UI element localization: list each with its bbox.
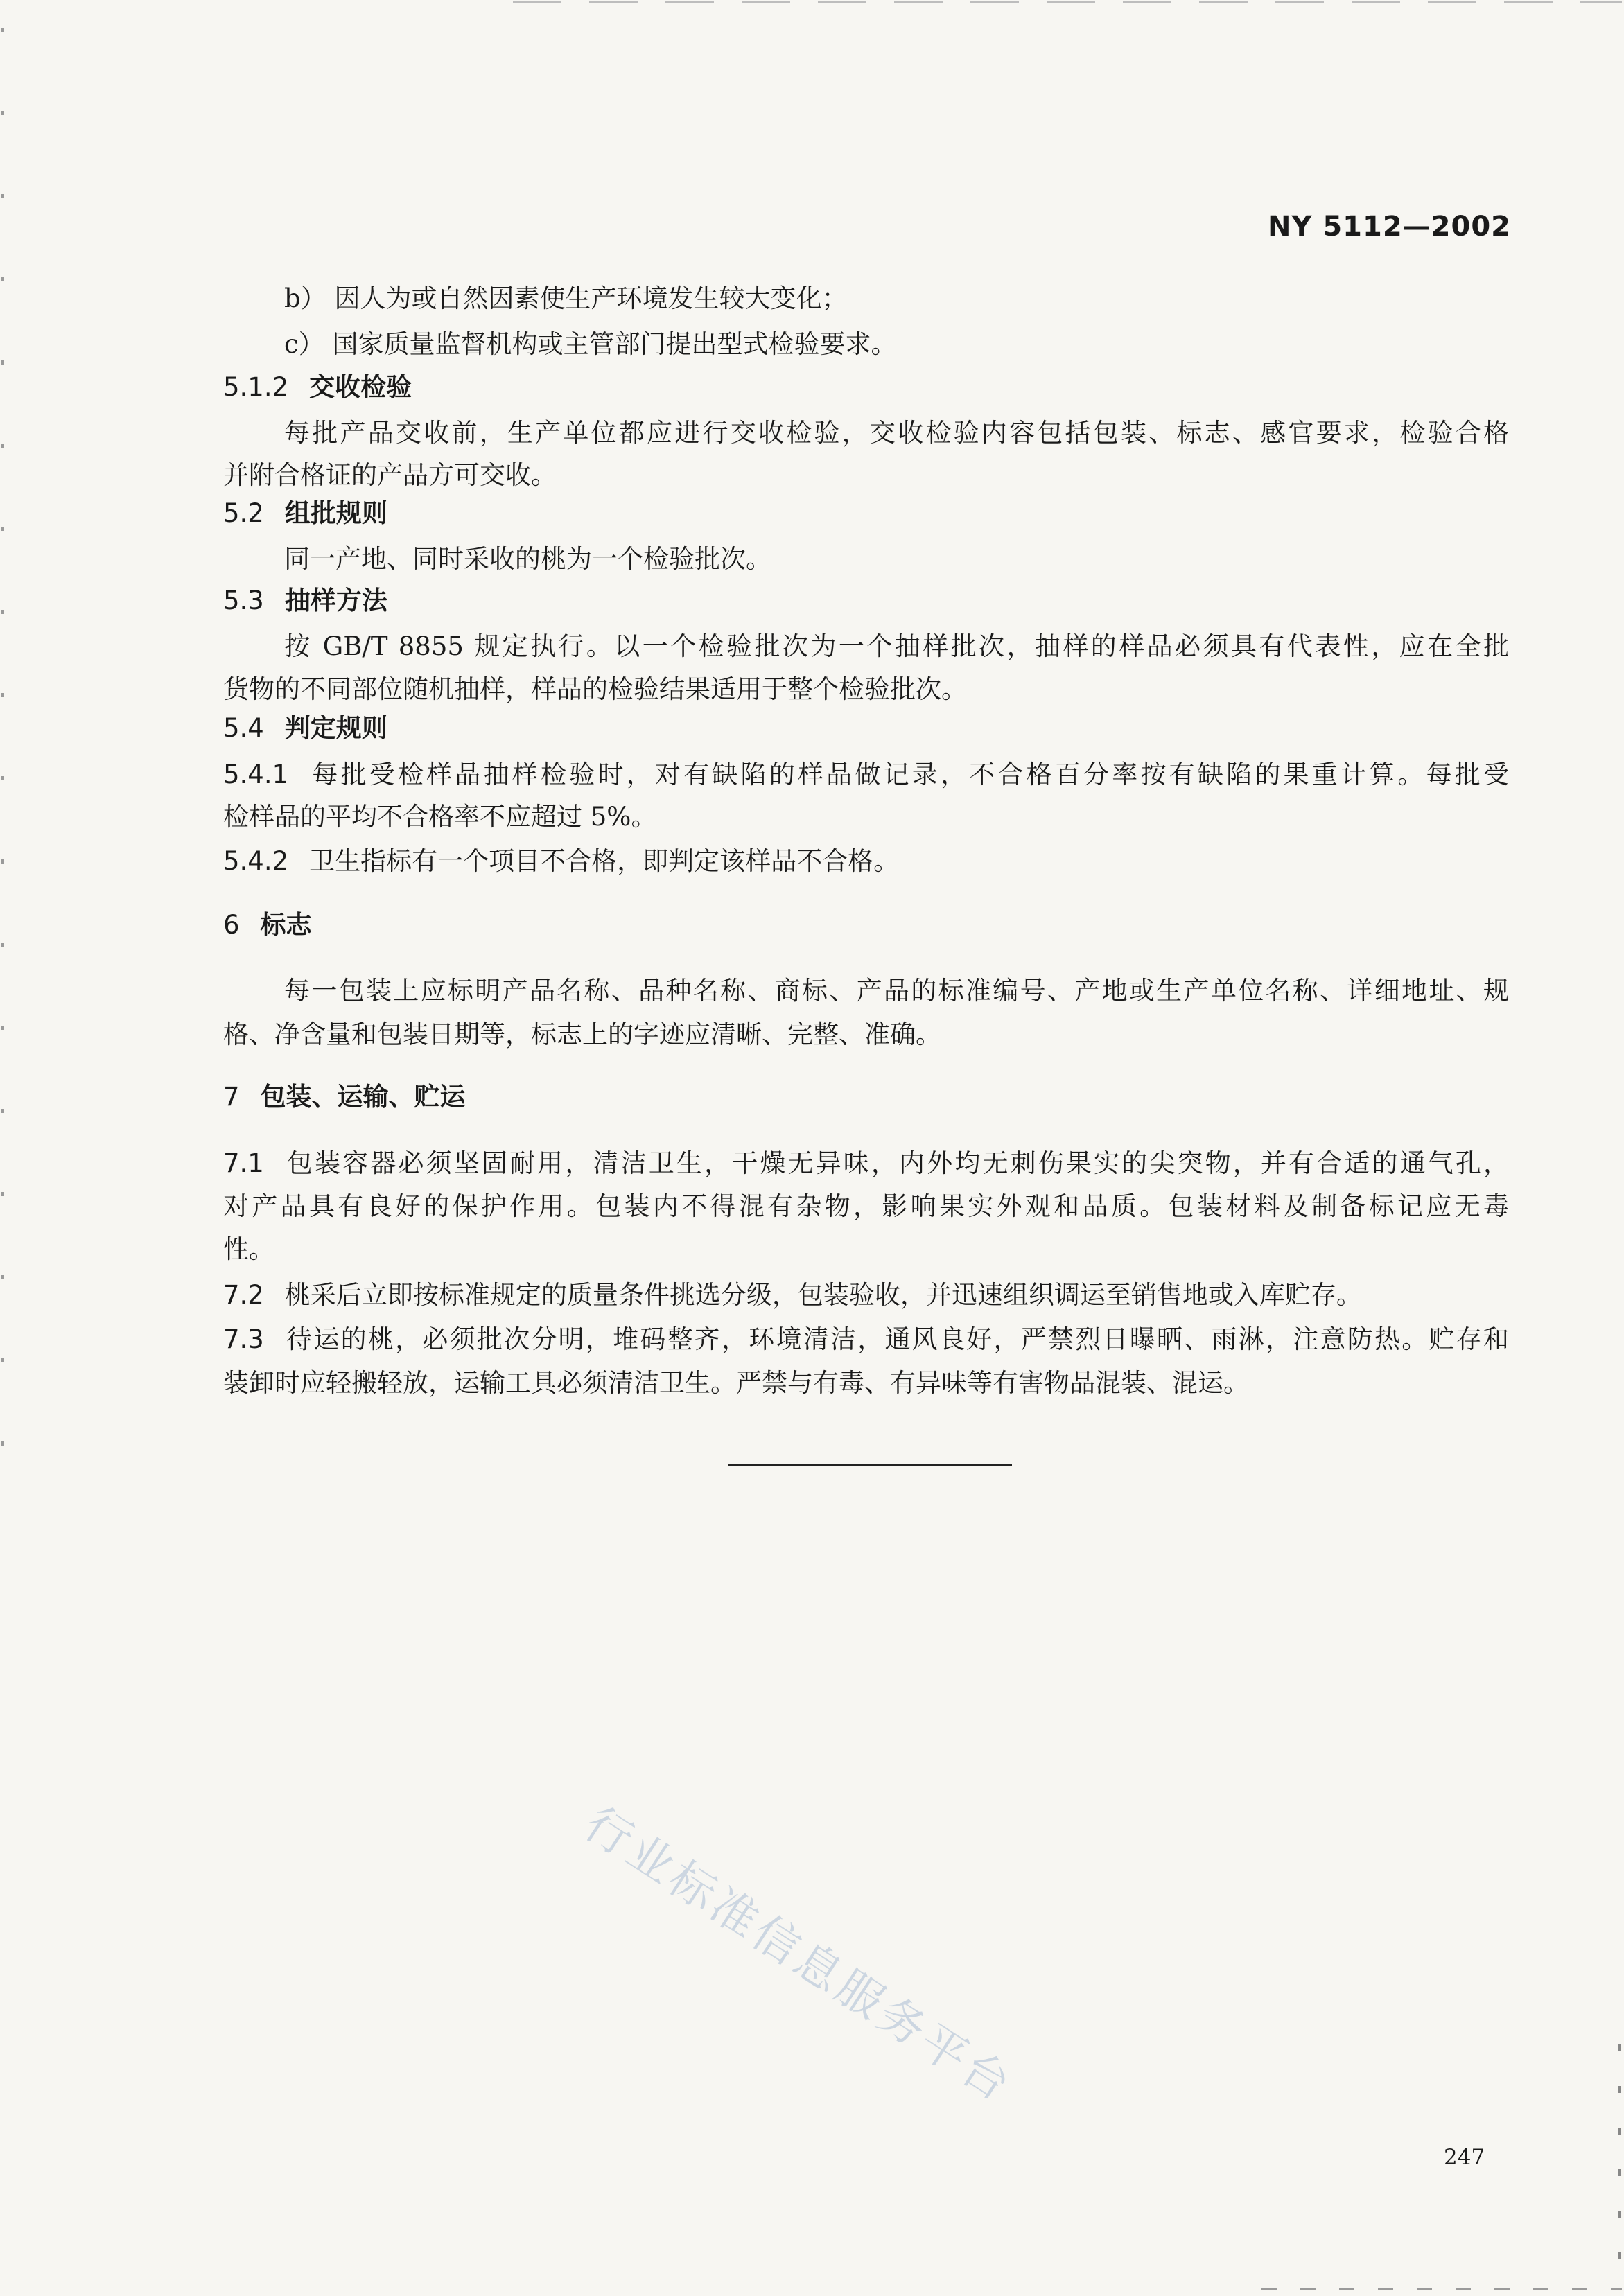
clause-number: 7.1: [223, 1148, 264, 1178]
section-number: 5.2: [223, 498, 264, 528]
clause-5-4-1-line-1: [223, 753, 1509, 796]
section-number: 5.1.2: [223, 372, 289, 402]
clause-text: 每批受检样品抽样检验时，对有缺陷的样品做记录，不合格百分率按有缺陷的果重计算。每批受: [309, 760, 1509, 789]
paragraph-line: 性。: [223, 1234, 274, 1264]
clause-text: 待运的桃，必须批次分明，堆码整齐，环境清洁，通风良好，严禁烈日曝晒、雨淋，注意防热。贮存和: [284, 1324, 1509, 1354]
paragraph-line: 每批产品交收前，生产单位都应进行交收检验，交收检验内容包括包装、标志、感官要求，检验合格: [284, 418, 1509, 448]
scan-edge-bottom: [1261, 2288, 1622, 2290]
section-title: 标志: [260, 910, 312, 940]
paragraph-line: 每一包装上应标明产品名称、品种名称、商标、产品的标准编号、产地或生产单位名称、详细地址、规: [284, 976, 1509, 1006]
section-heading-5-1-2: [223, 366, 412, 408]
paragraph-line: 货物的不同部位随机抽样，样品的检验结果适用于整个检验批次。: [223, 674, 967, 704]
section-title: 组批规则: [284, 498, 387, 528]
clause-7-1-line-1: [223, 1142, 1509, 1184]
section-title: 包装、运输、贮运: [260, 1082, 466, 1112]
section-heading-6: [223, 904, 312, 946]
standard-code: NY 5112—2002: [1267, 211, 1511, 243]
paragraph-line: 按 GB/T 8855 规定执行。以一个检验批次为一个抽样批次，抽样的样品必须具有代表性，应在全批: [284, 631, 1509, 661]
section-number: 6: [223, 910, 240, 940]
end-of-document-rule: [728, 1464, 1012, 1466]
clause-7-2: [223, 1274, 1362, 1316]
paragraph-line: 同一产地、同时采收的桃为一个检验批次。: [284, 544, 771, 574]
section-heading-5-4: [223, 707, 387, 749]
scan-edge-right: [1618, 2044, 1621, 2273]
list-item-b: b） 因人为或自然因素使生产环境发生较大变化；: [284, 283, 848, 313]
section-number: 5.4: [223, 713, 264, 743]
section-title: 抽样方法: [284, 586, 387, 615]
section-title: 判定规则: [284, 713, 387, 743]
clause-5-4-2: [223, 840, 899, 882]
clause-text: 桃采后立即按标准规定的质量条件挑选分级，包装验收，并迅速组织调运至销售地或入库贮存。: [284, 1280, 1362, 1310]
list-item-c: c） 国家质量监督机构或主管部门提出型式检验要求。: [284, 329, 897, 359]
section-heading-7: [223, 1076, 466, 1118]
section-heading-5-3: [223, 579, 387, 622]
clause-text: 卫生指标有一个项目不合格，即判定该样品不合格。: [309, 846, 900, 876]
paragraph-line: 装卸时应轻搬轻放，运输工具必须清洁卫生。严禁与有毒、有异味等有害物品混装、混运。: [223, 1368, 1249, 1398]
clause-text: 包装容器必须坚固耐用，清洁卫生，干燥无异味，内外均无刺伤果实的尖突物，并有合适的通气孔，: [284, 1148, 1509, 1178]
paragraph-line: 格、净含量和包装日期等，标志上的字迹应清晰、完整、准确。: [223, 1019, 941, 1049]
section-number: 5.3: [223, 586, 264, 615]
paragraph-line: 检样品的平均不合格率不应超过 5%。: [223, 802, 657, 832]
section-heading-5-2: [223, 492, 387, 534]
clause-number: 5.4.2: [223, 846, 289, 876]
paragraph-line: 对产品具有良好的保护作用。包装内不得混有杂物，影响果实外观和品质。包装材料及制备标记应无毒: [223, 1191, 1509, 1221]
scan-edge-left: [1, 28, 4, 1497]
clause-7-3-line-1: [223, 1318, 1509, 1360]
clause-number: 7.2: [223, 1280, 264, 1310]
watermark: 行业标准信息服务平台: [575, 1796, 1023, 2114]
clause-number: 5.4.1: [223, 760, 289, 789]
section-title: 交收检验: [309, 372, 412, 402]
paragraph-line: 并附合格证的产品方可交收。: [223, 460, 557, 490]
section-number: 7: [223, 1082, 240, 1112]
scan-edge-top: [513, 1, 1622, 3]
clause-number: 7.3: [223, 1324, 264, 1354]
page-number: 247: [1444, 2145, 1485, 2170]
